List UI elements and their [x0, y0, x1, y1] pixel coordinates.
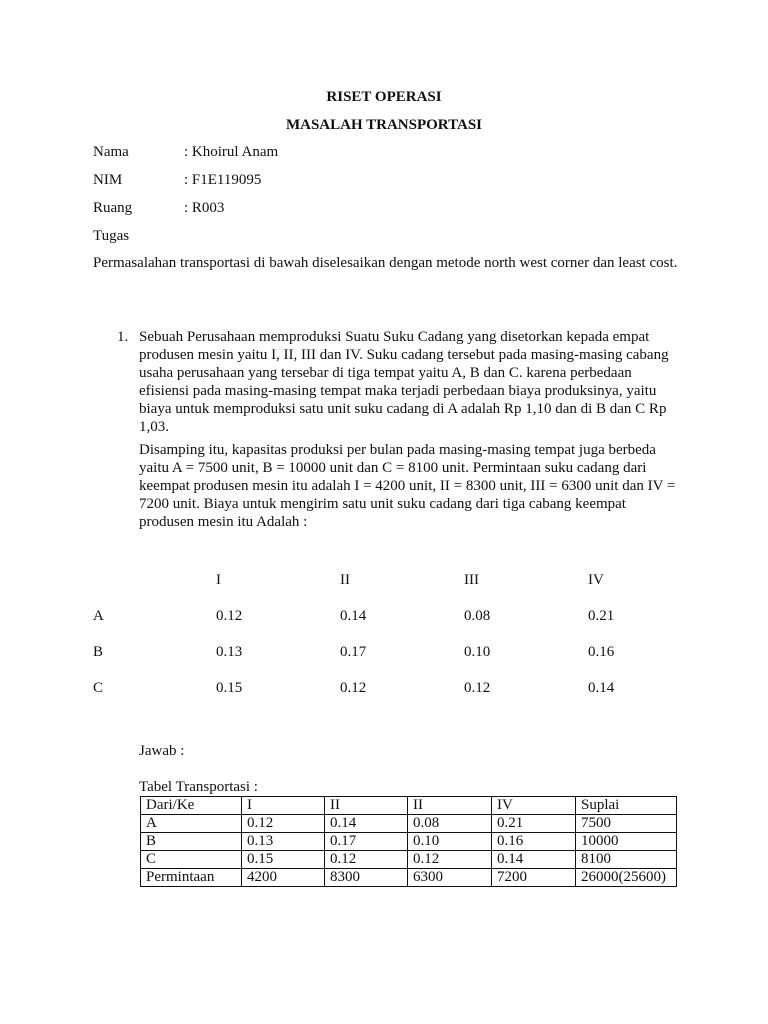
answer-label: Jawab :	[139, 743, 185, 759]
grid-cell: 0.17	[340, 644, 367, 660]
table-header-cell: Suplai	[576, 797, 677, 815]
info-label: Ruang	[93, 200, 133, 216]
table-cell: 8100	[576, 851, 677, 869]
intro-paragraph: Permasalahan transportasi di bawah diselesaikan dengan metode north west corner dan least cost.	[93, 255, 678, 271]
grid-cell: 0.12	[464, 680, 491, 696]
grid-cell: 0.14	[340, 608, 367, 624]
problem-number: 1.	[117, 329, 129, 345]
problem-paragraph-2: Disamping itu, kapasitas produksi per bulan pada masing-masing tempat juga berbeda yaitu A = 7500 unit, B = 10000 unit dan C = 8100 unit. Permintaan suku cadang dari keempat produsen mesin itu adalah I = 4200 unit, II = 8300 unit, III = 6300 unit dan IV = 7200 unit. Biaya untuk mengirim satu unit suku cadang dari tiga cabang keempat produsen mesin itu Adalah :	[139, 442, 676, 530]
table-header-cell: I	[242, 797, 325, 815]
table-header-row	[141, 797, 677, 815]
grid-column-header: II	[340, 572, 350, 588]
grid-cell: 0.15	[216, 680, 243, 696]
table-row	[141, 869, 677, 887]
table-cell: 0.17	[325, 833, 408, 851]
grid-cell: 0.12	[216, 608, 243, 624]
table-row	[141, 851, 677, 869]
table-cell: 4200	[242, 869, 325, 887]
table-cell: 0.14	[325, 815, 408, 833]
table-header-cell: Dari/Ke	[141, 797, 242, 815]
grid-row-label: B	[93, 644, 104, 660]
table-cell: 6300	[408, 869, 492, 887]
table-row	[141, 833, 677, 851]
grid-column-header: I	[216, 572, 221, 588]
table-cell: C	[141, 851, 242, 869]
grid-cell: 0.08	[464, 608, 491, 624]
info-label: Tugas	[93, 228, 130, 244]
info-label: NIM	[93, 172, 123, 188]
table-cell: Permintaan	[141, 869, 242, 887]
table-cell: 26000(25600)	[576, 869, 677, 887]
table-cell: 10000	[576, 833, 677, 851]
grid-cell: 0.14	[588, 680, 615, 696]
table-cell: 0.15	[242, 851, 325, 869]
table-cell: 0.10	[408, 833, 492, 851]
table-header-cell: II	[408, 797, 492, 815]
table-cell: 0.12	[325, 851, 408, 869]
table-cell: 0.13	[242, 833, 325, 851]
table-cell: 0.12	[242, 815, 325, 833]
grid-column-header: III	[464, 572, 479, 588]
info-value: : Khoirul Anam	[184, 144, 279, 160]
table-cell: 7200	[492, 869, 576, 887]
table-header-cell: IV	[492, 797, 576, 815]
document-subtitle: MASALAH TRANSPORTASI	[285, 117, 483, 133]
grid-cell: 0.16	[588, 644, 615, 660]
table-cell: 0.16	[492, 833, 576, 851]
document-title: RISET OPERASI	[326, 89, 442, 105]
table-cell: 0.14	[492, 851, 576, 869]
table-cell: 0.08	[408, 815, 492, 833]
grid-cell: 0.10	[464, 644, 491, 660]
table-title: Tabel Transportasi :	[139, 779, 258, 795]
info-value: : F1E119095	[184, 172, 262, 188]
grid-column-header: IV	[588, 572, 604, 588]
grid-row-label: A	[93, 608, 104, 624]
table-row	[141, 815, 677, 833]
table-cell: A	[141, 815, 242, 833]
grid-row-label: C	[93, 680, 104, 696]
transport-table	[140, 796, 677, 887]
problem-paragraph-1: Sebuah Perusahaan memproduksi Suatu Suku Cadang yang disetorkan kepada empat produsen mesin yaitu I, II, III dan IV. Suku cadang tersebut pada masing-masing cabang usaha perusahaan yang tersebar di tiga tempat yaitu A, B dan C. karena perbedaan efisiensi pada masing-masing tempat maka terjadi perbedaan biaya produksinya, yaitu biaya untuk memproduksi satu unit suku cadang di A adalah Rp 1,10 dan di B dan C Rp 1,03.	[139, 329, 669, 435]
table-cell: 8300	[325, 869, 408, 887]
table-cell: B	[141, 833, 242, 851]
table-cell: 7500	[576, 815, 677, 833]
table-header-cell: II	[325, 797, 408, 815]
table-cell: 0.12	[408, 851, 492, 869]
table-cell: 0.21	[492, 815, 576, 833]
grid-cell: 0.13	[216, 644, 243, 660]
grid-cell: 0.21	[588, 608, 615, 624]
info-value: : R003	[184, 200, 225, 216]
info-label: Nama	[93, 144, 129, 160]
grid-cell: 0.12	[340, 680, 367, 696]
